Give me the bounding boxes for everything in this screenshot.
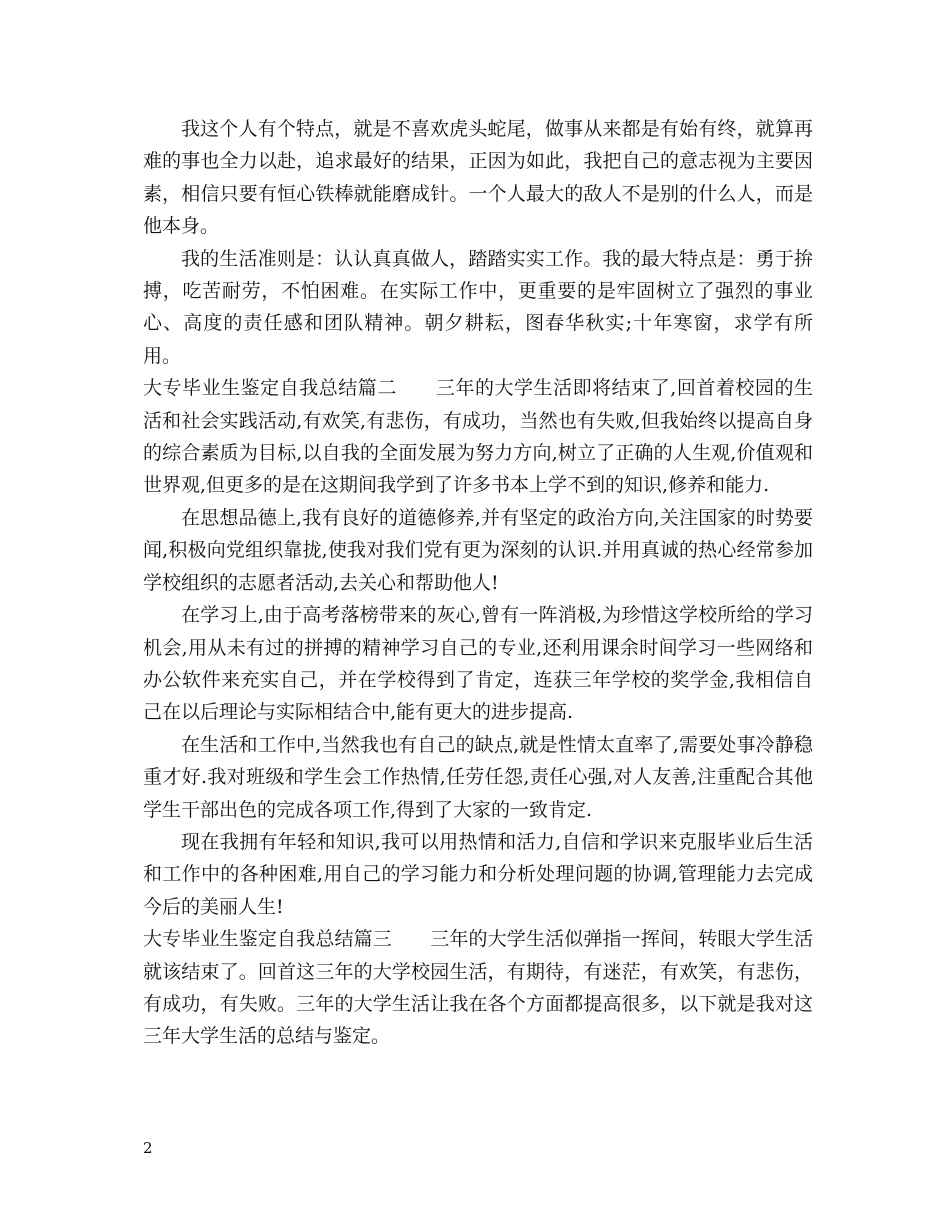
paragraph-moral-character: 在思想品德上,我有良好的道德修养,并有坚定的政治方向,关注国家的时势要闻,积极向党组织靠拢,使我对我们党有更为深刻的认识.并用真诚的热心经常参加学校组织的志愿者活动,去关心和帮助他人!: [143, 506, 813, 594]
paragraph-life-principle: 我的生活准则是：认认真真做人，踏踏实实工作。我的最大特点是：勇于拚搏，吃苦耐劳，不怕困难。在实际工作中，更重要的是牢固树立了强烈的事业心、高度的责任感和团队精神。朝夕耕耘，图春华秋实;十年寒窗，求学有所用。: [143, 247, 813, 367]
paragraph-summary-part-three: 大专毕业生鉴定自我总结篇三 三年的大学生活似弹指一挥间，转眼大学生活就该结束了。回首这三年的大学校园生活，有期待，有迷茫，有欢笑，有悲伤，有成功，有失败。三年的大学生活让我在各个方面都提高很多，以下就是我对这三年大学生活的总结与鉴定。: [143, 928, 813, 1048]
paragraph-life-and-work: 在生活和工作中,当然我也有自己的缺点,就是性情太直率了,需要处事冷静稳重才好.我对班级和学生会工作热情,任劳任怨,责任心强,对人友善,注重配合其他学生干部出色的完成各项工作,得到了大家的一致肯定.: [143, 733, 813, 821]
page-number: 2: [143, 1139, 153, 1157]
paragraph-summary-part-two: 大专毕业生鉴定自我总结篇二 三年的大学生活即将结束了,回首着校园的生活和社会实践活动,有欢笑,有悲伤，有成功，当然也有失败,但我始终以提高自身的综合素质为目标,以自我的全面发展为努力方向,树立了正确的人生观,价值观和世界观,但更多的是在这期间我学到了许多书本上学不到的知识,修养和能力.: [143, 377, 813, 497]
paragraph-study: 在学习上,由于高考落榜带来的灰心,曾有一阵消极,为珍惜这学校所给的学习机会,用从未有过的拼搏的精神学习自己的专业,还利用课余时间学习一些网络和办公软件来充实自己，并在学校得到了肯定，连获三年学校的奖学金,我相信自己在以后理论与实际相结合中,能有更大的进步提高.: [143, 604, 813, 724]
paragraph-character-trait: 我这个人有个特点，就是不喜欢虎头蛇尾，做事从来都是有始有终，就算再难的事也全力以赴，追求最好的结果，正因为如此，我把自己的意志视为主要因素，相信只要有恒心铁棒就能磨成针。一个人最大的敌人不是别的什么人，而是他本身。: [143, 118, 813, 238]
document-body: [143, 113, 813, 1053]
paragraph-future: 现在我拥有年轻和知识,我可以用热情和活力,自信和学识来克服毕业后生活和工作中的各种困难,用自己的学习能力和分析处理问题的协调,管理能力去完成今后的美丽人生!: [143, 830, 813, 918]
